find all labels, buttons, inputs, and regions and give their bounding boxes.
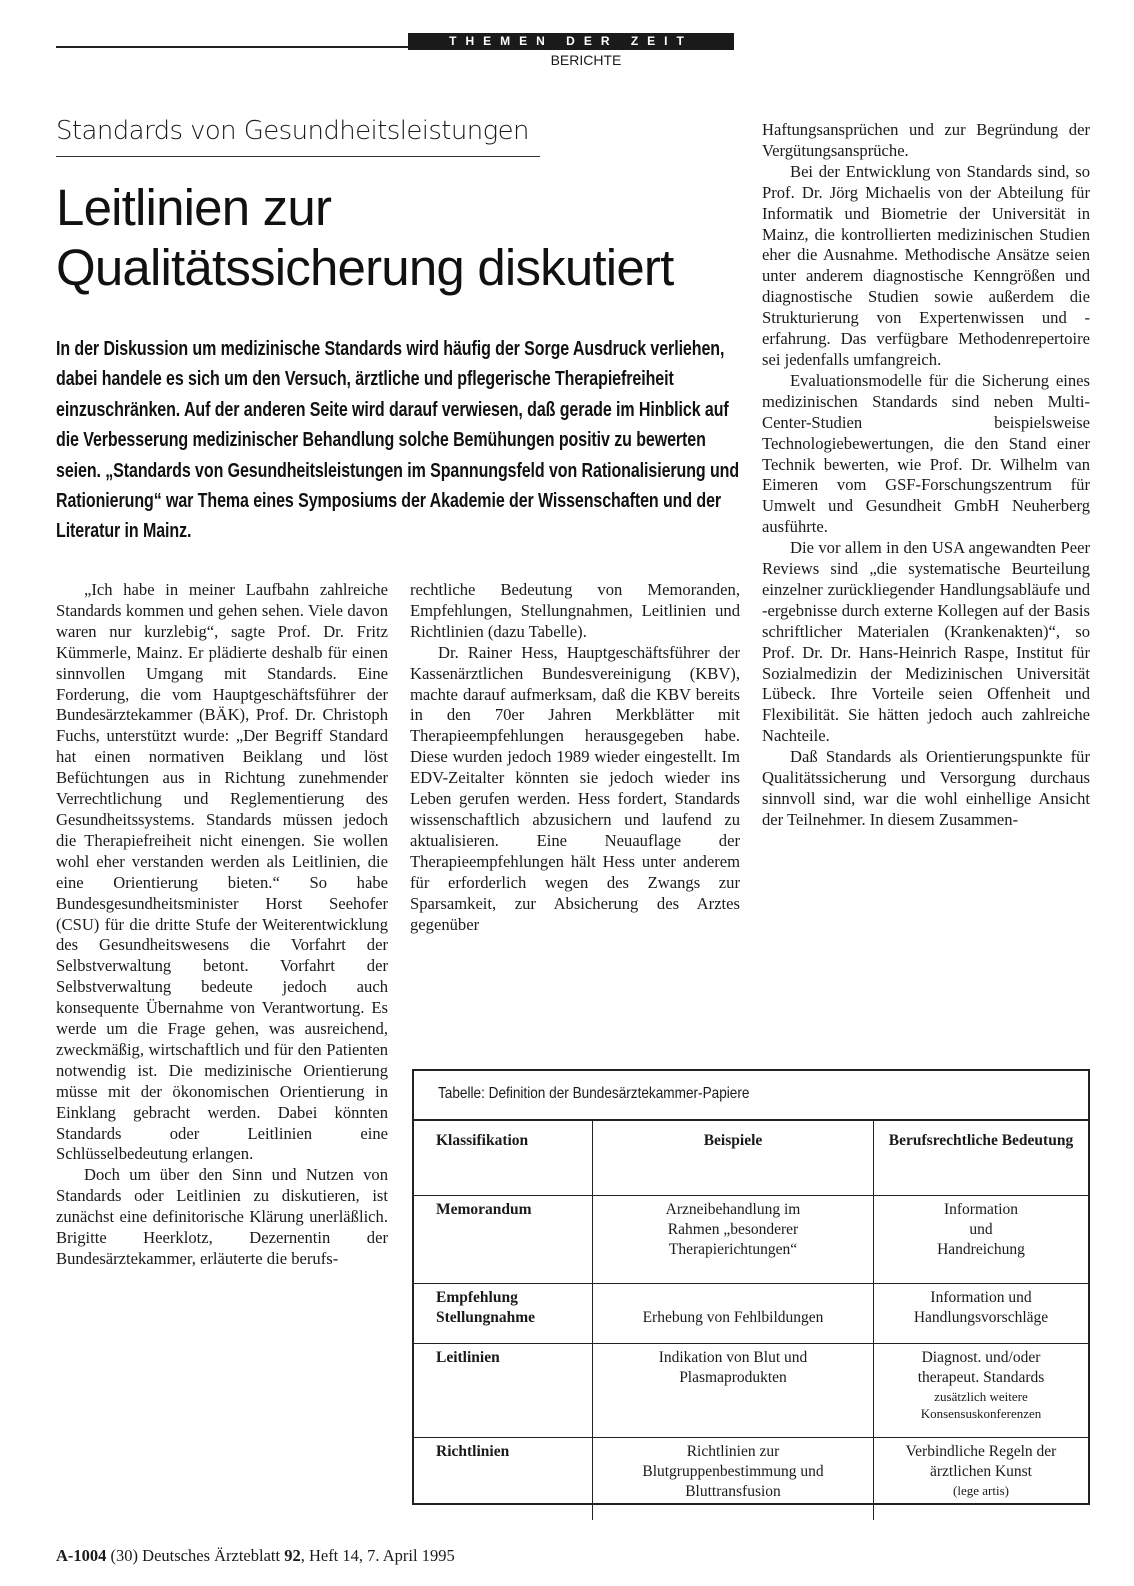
table-header-cell: Berufsrechtliche Bedeutung [874,1121,1089,1196]
table-cell-beispiele: Indikation von Blut und Plasmaprodukten [593,1344,874,1438]
table-cell-klassifikation: Memorandum [414,1196,593,1284]
table-cell-klassifikation: Empfehlung Stellungnahme [414,1284,593,1344]
page-footer [56,1546,455,1566]
table-grid [414,1121,1088,1520]
paragraph: Haftungsansprüchen und zur Begründung der Vergütungsansprüche. [762,120,1090,160]
definition-table [412,1069,1090,1505]
table-cell-bedeutung: Information und Handreichung [874,1196,1089,1284]
journal-name: Deutsches Ärzteblatt [142,1546,281,1565]
paragraph: rechtliche Bedeutung von Memoranden, Empfehlungen, Stellungnahmen, Leitlinien und Richtlinien (dazu Tabelle). [410,580,740,641]
table-cell-beispiele: Arzneibehandlung im Rahmen „besonderer Therapierichtungen“ [593,1196,874,1284]
section-subtitle: BERICHTE [550,52,622,68]
text-column-2 [410,580,740,935]
article-lead: In der Diskussion um medizinische Standards wird häufig der Sorge Ausdruck verliehen, dabei handele es sich um den Versuch, ärztliche und pflegerische Therapiefreiheit einzuschränken. Auf der anderen Seite wird darauf verwiesen, daß gerade im Hinblick auf die Verbesserung medizinischer Behandlung solche Bemühungen positiv zu bewerten seien. „Standards von Gesundheitsleistungen im Spannungsfeld von Rationalisierung und Rationierung“ war Thema eines Symposiums der Akademie der Wissenschaften und der Literatur in Mainz. [56,338,740,543]
paragraph: Die vor allem in den USA angewandten Peer Reviews sind „die systematische Beurteilung einzelner zurückliegender Handlungsabläufe und -ergebnisse durch externe Kollegen auf der Basis schriftlicher Materialen (Krankenakten)“, so Prof. Dr. Dr. Hans-Heinrich Raspe, Institut für Sozialmedizin der Medizinischen Universität Lübeck. Ihre Vorteile seien Offenheit und Flexibilität. Sie hätten jedoch auch zahlreiche Nachteile. [762,538,1090,746]
text-column-1 [56,580,388,1270]
text-column-3 [762,120,1090,831]
table-header-cell: Klassifikation [414,1121,593,1196]
issue-page: (30) [110,1546,139,1565]
paragraph: Evaluationsmodelle für die Sicherung eines medizinischen Standards sind neben Multi-Center-Studien beispielsweise Technologiebewertungen, die den Stand einer Technik bewerten, wie Prof. Dr. Wilhelm van Eimeren vom GSF-Forschungszentrum für Umwelt und Gesundheit GmbH Neuherberg ausführte. [762,370,1090,537]
paragraph: Bei der Entwicklung von Standards sind, so Prof. Dr. Jörg Michaelis von der Abteilung für Informatik und Biometrie der Universität in Mainz, die kontrollierten medizinischen Studien eher die Ausnahme. Methodische Ansätze seien unter anderem diagnostische Kenngrößen und diagnostische Studien sowie außerdem die Strukturierung von Expertenwissen und -erfahrung. Das verfügbare Methodenrepertoire sei jedenfalls umfangreich. [762,161,1090,369]
article-kicker: Standards von Gesundheitsleistungen [56,116,529,146]
table-header-cell: Beispiele [593,1121,874,1196]
paragraph: Dr. Rainer Hess, Hauptgeschäftsführer der Kassenärztlichen Bundesvereinigung (KBV), machte darauf aufmerksam, daß die KBV bereits in den 70er Jahren Merkblätter mit Therapieempfehlungen herausgegeben habe. Diese wurden jedoch 1989 wieder eingestellt. Im EDV-Zeitalter könnten sie jedoch wieder ins Leben gerufen werden. Hess fordert, Standards wissenschaftlich abzusichern und laufend zu aktualisieren. Eine Neuauflage der Therapieempfehlungen hält Hess unter anderem für erforderlich wegen des Zwangs zur Sparsamkeit, zur Absicherung des Arztes gegenüber [410,642,740,934]
journal-volume: 92 [284,1546,301,1565]
table-row [414,1438,1088,1520]
paragraph: Daß Standards als Orientierungspunkte für Qualitätssicherung und Versorgung durchaus sinnvoll sind, war die wohl einhellige Ansicht der Teilnehmer. In diesem Zusammen- [762,747,1090,829]
paragraph: Doch um über den Sinn und Nutzen von Standards oder Leitlinien zu diskutieren, ist zunächst eine definitorische Klärung unerläßlich. Brigitte Heerklotz, Dezernentin der Bundesärztekammer, erläuterte die berufs- [56,1165,388,1268]
table-cell-beispiele: Richtlinien zur Blutgruppenbestimmung und Bluttransfusion [593,1438,874,1520]
kicker-rule [56,156,540,157]
table-caption: Tabelle: Definition der Bundesärztekammer-Papiere [414,1071,1088,1121]
section-banner: THEMEN DER ZEIT [408,33,734,50]
table-header-row [414,1121,1088,1196]
table-cell-beispiele: Erhebung von Fehlbildungen [593,1284,874,1344]
table-row [414,1284,1088,1344]
article-headline: Leitlinien zur Qualitätssicherung diskutiert [56,179,674,296]
table-cell-klassifikation: Leitlinien [414,1344,593,1438]
table-cell-bedeutung: Information und Handlungsvorschläge [874,1284,1089,1344]
table-row [414,1344,1088,1438]
table-row [414,1196,1088,1284]
table-cell-klassifikation: Richtlinien [414,1438,593,1520]
journal-issue: , Heft 14, 7. April 1995 [300,1546,455,1565]
table-cell-bedeutung: Verbindliche Regeln der ärztlichen Kunst (lege artis) [874,1438,1089,1520]
page-number: A-1004 [56,1546,107,1565]
paragraph: „Ich habe in meiner Laufbahn zahlreiche Standards kommen und gehen sehen. Viele davon waren nur kurzlebig“, sagte Prof. Dr. Fritz Kümmerle, Mainz. Er plädierte deshalb für einen sinnvollen Umgang mit Standards. Eine Forderung, die vom Hauptgeschäftsführer der Bundesärztekammer (BÄK), Prof. Dr. Christoph Fuchs, unterstützt wurde: „Der Begriff Standard hat einen normativen Beiklang und löst Befüchtungen aus in Richtung zunehmender Verrechtlichung und Reglementierung des Gesundheitssystems. Standards müssen jedoch die Therapiefreiheit nicht einengen. Sie wollen wohl eher verstanden werden als Leitlinien, die eine Orientierung bieten.“ So habe Bundesgesundheitsminister Horst Seehofer (CSU) für die dritte Stufe der Weiterentwicklung des Gesundheitswesens die Vorfahrt der Selbstverwaltung betont. Vorfahrt der Selbstverwaltung bedeute jedoch auch konsequente Übernahme von Verantwortung. Es werde um die Frage gehen, was ausreichend, zweckmäßig, wirtschaftlich und für den Patienten notwendig ist. Die medizinische Orientierung müsse mit der ökonomischen Orientierung in Einklang gebracht werden. Dabei könnten Standards oder Leitlinien eine Schlüsselbedeutung erlangen. [56,580,388,1164]
table-cell-bedeutung: Diagnost. und/oder therapeut. Standards zusätzlich weitere Konsensuskonferenzen [874,1344,1089,1438]
